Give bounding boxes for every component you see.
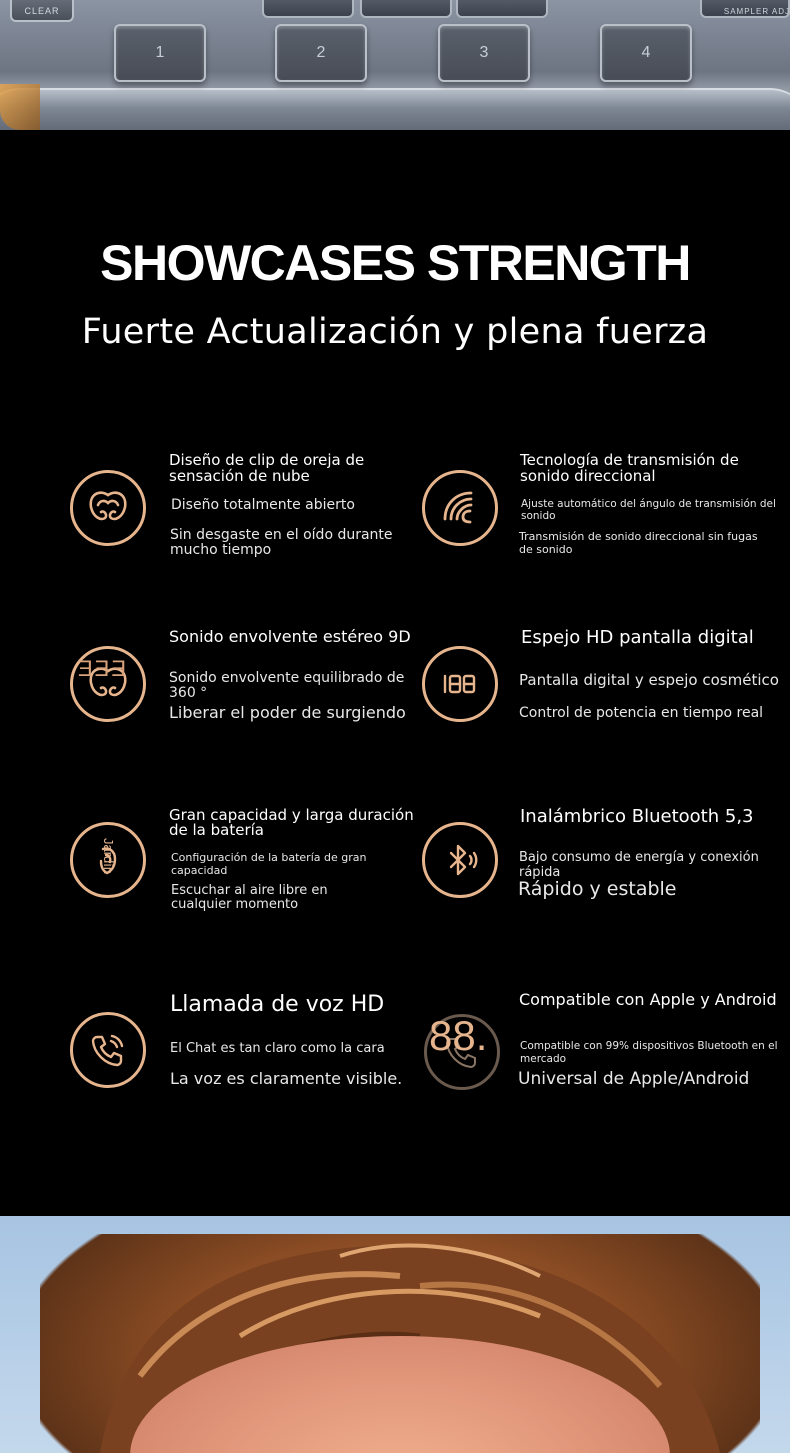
feature-title: Sonido envolvente estéreo 9D bbox=[169, 627, 411, 646]
feature-line: Diseño totalmente abierto bbox=[171, 497, 355, 513]
top-key bbox=[262, 0, 354, 18]
top-key bbox=[456, 0, 548, 18]
feature-line: La voz es claramente visible. bbox=[170, 1069, 403, 1088]
feature-line: Compatible con 99% dispositivos Bluetooth en el bbox=[520, 1040, 778, 1052]
feature-line: Configuración de la batería de gran bbox=[171, 851, 367, 864]
feature-line: Sin desgaste en el oído durante bbox=[170, 527, 393, 543]
bluetooth-icon bbox=[422, 822, 498, 898]
pad-2: 2 bbox=[275, 24, 367, 82]
feature-title: Compatible con Apple y Android bbox=[519, 990, 777, 1009]
keyboard-gold-edge bbox=[0, 84, 40, 130]
pad-4: 4 bbox=[600, 24, 692, 82]
feature-line: de sonido bbox=[519, 543, 573, 556]
feature-line: sonido bbox=[521, 510, 556, 522]
feature-title: sensación de nube bbox=[169, 467, 310, 485]
keyboard-rim bbox=[0, 88, 790, 130]
feature-title: Gran capacidad y larga duración bbox=[169, 806, 414, 824]
compatibility-overlay-text: 88. bbox=[429, 1012, 488, 1059]
feature-line: Escuchar al aire libre en bbox=[171, 883, 328, 898]
feature-line: Transmisión de sonido direccional sin fugas bbox=[519, 530, 758, 543]
feature-title: Llamada de voz HD bbox=[170, 992, 385, 1017]
feature-line: El Chat es tan claro como la cara bbox=[170, 1041, 385, 1056]
keyboard-photo-strip bbox=[0, 0, 790, 130]
feature-line: 360 ° bbox=[169, 685, 208, 701]
feature-title: Diseño de clip de oreja de bbox=[169, 451, 365, 469]
stereo-overlay-text: ƎƎƎ bbox=[78, 656, 129, 681]
clear-key: CLEAR bbox=[10, 0, 74, 22]
feature-line: mercado bbox=[520, 1053, 567, 1065]
feature-line: Rápido y estable bbox=[518, 878, 677, 900]
battery-overlay-text: Jardín bbox=[101, 838, 116, 875]
sampler-label: SAMPLER ADJ bbox=[723, 7, 790, 16]
page-headline: SHOWCASES STRENGTH bbox=[100, 235, 690, 291]
feature-line: cualquier momento bbox=[171, 897, 299, 912]
feature-line: Liberar el poder de surgiendo bbox=[169, 703, 406, 722]
feature-title: Inalámbrico Bluetooth 5,3 bbox=[520, 806, 754, 827]
pad-3: 3 bbox=[438, 24, 530, 82]
phone-call-icon bbox=[70, 1012, 146, 1088]
model-photo bbox=[0, 1216, 790, 1453]
feature-line: capacidad bbox=[171, 864, 228, 877]
feature-title: Espejo HD pantalla digital bbox=[521, 627, 754, 648]
feature-line: Bajo consumo de energía y conexión rápida bbox=[519, 850, 759, 880]
feature-line: Universal de Apple/Android bbox=[518, 1069, 750, 1089]
ear-clip-icon bbox=[70, 470, 146, 546]
feature-title: Tecnología de transmisión de bbox=[520, 451, 739, 469]
feature-line: Control de potencia en tiempo real bbox=[519, 705, 764, 721]
top-key bbox=[360, 0, 452, 18]
feature-title: sonido direccional bbox=[520, 467, 656, 485]
feature-title: de la batería bbox=[169, 821, 264, 839]
feature-line: mucho tiempo bbox=[170, 542, 272, 558]
directional-sound-icon bbox=[422, 470, 498, 546]
feature-line: Pantalla digital y espejo cosmético bbox=[519, 671, 779, 689]
pad-1: 1 bbox=[114, 24, 206, 82]
feature-line: Ajuste automático del ángulo de transmisión del bbox=[521, 498, 776, 510]
digital-display-icon bbox=[422, 646, 498, 722]
feature-line: Sonido envolvente equilibrado de bbox=[169, 670, 405, 686]
page-subheadline: Fuerte Actualización y plena fuerza bbox=[81, 312, 709, 352]
